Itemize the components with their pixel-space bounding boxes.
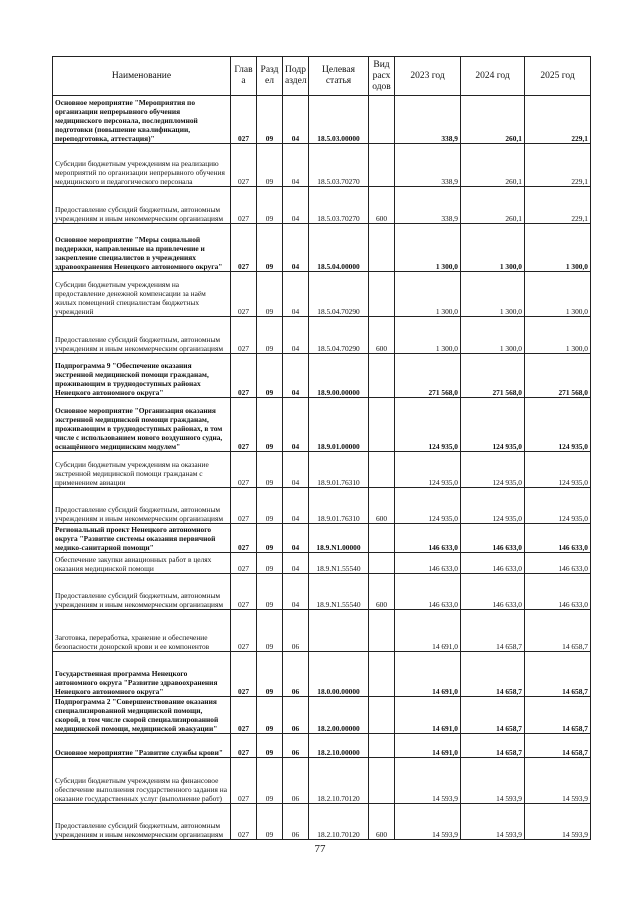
cell-name: Государственная программа Ненецкого автономного округа "Развитие здравоохранения Ненецкого автономного округа" bbox=[53, 652, 231, 697]
cell-expense-type bbox=[369, 610, 395, 652]
cell-chapter: 027 bbox=[231, 553, 257, 574]
cell-2025: 229,1 bbox=[525, 187, 591, 224]
cell-2024: 260,1 bbox=[461, 96, 525, 144]
cell-2024: 271 568,0 bbox=[461, 354, 525, 398]
cell-2025: 1 300,0 bbox=[525, 272, 591, 317]
cell-target-item bbox=[309, 610, 369, 652]
cell-target-item: 18.5.03.70270 bbox=[309, 144, 369, 187]
cell-subsection: 04 bbox=[283, 317, 309, 354]
cell-section: 09 bbox=[257, 758, 283, 804]
cell-2023: 14 593,9 bbox=[395, 758, 461, 804]
cell-name: Основное мероприятие "Меры социальной поддержки, направленные на привлечение и закрепление специалистов в учреждениях здравоохранения Ненецкого автономного округа" bbox=[53, 224, 231, 272]
cell-2023: 1 300,0 bbox=[395, 224, 461, 272]
cell-subsection: 06 bbox=[283, 697, 309, 734]
header-name: Наименование bbox=[53, 57, 231, 96]
table-row bbox=[53, 553, 591, 574]
cell-expense-type: 600 bbox=[369, 574, 395, 610]
cell-2023: 14 691,0 bbox=[395, 697, 461, 734]
cell-2024: 1 300,0 bbox=[461, 224, 525, 272]
cell-subsection: 04 bbox=[283, 553, 309, 574]
cell-subsection: 04 bbox=[283, 354, 309, 398]
cell-name: Предоставление субсидий бюджетным, автономным учреждениям и иным некоммерческим организациям bbox=[53, 317, 231, 354]
cell-subsection: 04 bbox=[283, 187, 309, 224]
cell-2025: 229,1 bbox=[525, 96, 591, 144]
cell-section: 09 bbox=[257, 734, 283, 758]
cell-subsection: 04 bbox=[283, 398, 309, 452]
header-expense-type: Вид расх одов bbox=[369, 57, 395, 96]
cell-2024: 14 658,7 bbox=[461, 652, 525, 697]
cell-section: 09 bbox=[257, 144, 283, 187]
cell-expense-type bbox=[369, 398, 395, 452]
cell-2024: 260,1 bbox=[461, 187, 525, 224]
cell-name: Основное мероприятие "Организация оказания экстренной медицинской помощи гражданам, проживающим в труднодоступных районах, в том числе с использованием нового воздушного судна, оснащённого медицинским модулем" bbox=[53, 398, 231, 452]
cell-chapter: 027 bbox=[231, 354, 257, 398]
cell-subsection: 06 bbox=[283, 610, 309, 652]
cell-name: Предоставление субсидий бюджетным, автономным учреждениям и иным некоммерческим организациям bbox=[53, 804, 231, 840]
cell-section: 09 bbox=[257, 488, 283, 524]
table-row bbox=[53, 452, 591, 488]
cell-target-item: 18.2.10.70120 bbox=[309, 758, 369, 804]
cell-target-item: 18.5.04.00000 bbox=[309, 224, 369, 272]
cell-2024: 14 658,7 bbox=[461, 610, 525, 652]
cell-name: Обеспечение закупки авиационных работ в целях оказания медицинской помощи bbox=[53, 553, 231, 574]
cell-name: Основное мероприятие "Развитие службы крови" bbox=[53, 734, 231, 758]
cell-subsection: 06 bbox=[283, 652, 309, 697]
cell-2023: 146 633,0 bbox=[395, 524, 461, 553]
cell-name: Основное мероприятие "Мероприятия по организации непрерывного обучения медицинского персонала, последипломной подготовки (повышение квалификации, переподготовка, аттестация)" bbox=[53, 96, 231, 144]
cell-expense-type bbox=[369, 758, 395, 804]
header-2024: 2024 год bbox=[461, 57, 525, 96]
cell-chapter: 027 bbox=[231, 144, 257, 187]
cell-2024: 14 658,7 bbox=[461, 734, 525, 758]
table-row bbox=[53, 652, 591, 697]
cell-2025: 14 593,9 bbox=[525, 758, 591, 804]
cell-target-item: 18.2.00.00000 bbox=[309, 697, 369, 734]
cell-2025: 124 935,0 bbox=[525, 488, 591, 524]
cell-2023: 124 935,0 bbox=[395, 398, 461, 452]
cell-expense-type bbox=[369, 734, 395, 758]
cell-2024: 1 300,0 bbox=[461, 272, 525, 317]
cell-chapter: 027 bbox=[231, 610, 257, 652]
cell-expense-type bbox=[369, 144, 395, 187]
cell-section: 09 bbox=[257, 524, 283, 553]
header-row bbox=[53, 57, 591, 96]
cell-expense-type: 600 bbox=[369, 187, 395, 224]
cell-target-item: 18.9.00.00000 bbox=[309, 354, 369, 398]
cell-2025: 14 658,7 bbox=[525, 652, 591, 697]
cell-target-item: 18.2.10.00000 bbox=[309, 734, 369, 758]
cell-2023: 146 633,0 bbox=[395, 553, 461, 574]
cell-section: 09 bbox=[257, 96, 283, 144]
cell-expense-type bbox=[369, 652, 395, 697]
cell-section: 09 bbox=[257, 652, 283, 697]
cell-subsection: 04 bbox=[283, 488, 309, 524]
header-2025: 2025 год bbox=[525, 57, 591, 96]
table-row bbox=[53, 804, 591, 840]
cell-subsection: 04 bbox=[283, 574, 309, 610]
cell-2023: 14 691,0 bbox=[395, 652, 461, 697]
cell-expense-type bbox=[369, 354, 395, 398]
table-row bbox=[53, 488, 591, 524]
cell-subsection: 04 bbox=[283, 144, 309, 187]
cell-target-item: 18.5.03.00000 bbox=[309, 96, 369, 144]
cell-chapter: 027 bbox=[231, 224, 257, 272]
cell-2025: 14 593,9 bbox=[525, 804, 591, 840]
cell-expense-type bbox=[369, 697, 395, 734]
cell-target-item: 18.5.04.70290 bbox=[309, 317, 369, 354]
cell-target-item: 18.9.N1.55540 bbox=[309, 553, 369, 574]
cell-name: Субсидии бюджетным учреждениям на реализацию мероприятий по организации непрерывного обучения медицинского и педагогического персонала bbox=[53, 144, 231, 187]
cell-2024: 14 658,7 bbox=[461, 697, 525, 734]
cell-2025: 1 300,0 bbox=[525, 224, 591, 272]
cell-name: Субсидии бюджетным учреждениям на предоставление денежной компенсации за наём жилых помещений специалистам бюджетных учреждений bbox=[53, 272, 231, 317]
cell-section: 09 bbox=[257, 354, 283, 398]
cell-name: Заготовка, переработка, хранение и обеспечение безопасности донорской крови и ее компонентов bbox=[53, 610, 231, 652]
page-number: 77 bbox=[314, 843, 326, 855]
header-section: Разд ел bbox=[257, 57, 283, 96]
cell-chapter: 027 bbox=[231, 652, 257, 697]
cell-target-item: 18.9.01.76310 bbox=[309, 452, 369, 488]
cell-expense-type bbox=[369, 452, 395, 488]
cell-subsection: 04 bbox=[283, 452, 309, 488]
cell-subsection: 04 bbox=[283, 524, 309, 553]
cell-2025: 229,1 bbox=[525, 144, 591, 187]
cell-expense-type bbox=[369, 96, 395, 144]
cell-2025: 146 633,0 bbox=[525, 574, 591, 610]
cell-chapter: 027 bbox=[231, 488, 257, 524]
table-row bbox=[53, 272, 591, 317]
cell-section: 09 bbox=[257, 452, 283, 488]
cell-chapter: 027 bbox=[231, 96, 257, 144]
table-row bbox=[53, 758, 591, 804]
cell-target-item: 18.5.04.70290 bbox=[309, 272, 369, 317]
cell-2024: 260,1 bbox=[461, 144, 525, 187]
table-row bbox=[53, 574, 591, 610]
cell-name: Предоставление субсидий бюджетным, автономным учреждениям и иным некоммерческим организациям bbox=[53, 187, 231, 224]
cell-section: 09 bbox=[257, 804, 283, 840]
cell-2023: 271 568,0 bbox=[395, 354, 461, 398]
cell-2024: 124 935,0 bbox=[461, 488, 525, 524]
cell-chapter: 027 bbox=[231, 524, 257, 553]
cell-subsection: 04 bbox=[283, 96, 309, 144]
cell-2023: 338,9 bbox=[395, 144, 461, 187]
table-row bbox=[53, 610, 591, 652]
cell-target-item: 18.2.10.70120 bbox=[309, 804, 369, 840]
cell-expense-type bbox=[369, 553, 395, 574]
cell-target-item: 18.0.00.00000 bbox=[309, 652, 369, 697]
table-row bbox=[53, 524, 591, 553]
cell-subsection: 04 bbox=[283, 224, 309, 272]
cell-2024: 146 633,0 bbox=[461, 574, 525, 610]
table-row bbox=[53, 734, 591, 758]
table-row bbox=[53, 187, 591, 224]
cell-2025: 14 658,7 bbox=[525, 610, 591, 652]
cell-subsection: 06 bbox=[283, 758, 309, 804]
cell-chapter: 027 bbox=[231, 272, 257, 317]
header-2023: 2023 год bbox=[395, 57, 461, 96]
cell-chapter: 027 bbox=[231, 758, 257, 804]
header-subsection: Подр аздел bbox=[283, 57, 309, 96]
cell-name: Региональный проект Ненецкого автономного округа "Развитие системы оказания первичной медико-санитарной помощи" bbox=[53, 524, 231, 553]
cell-chapter: 027 bbox=[231, 317, 257, 354]
cell-chapter: 027 bbox=[231, 804, 257, 840]
cell-expense-type: 600 bbox=[369, 488, 395, 524]
cell-2023: 14 691,0 bbox=[395, 610, 461, 652]
cell-2023: 14 593,9 bbox=[395, 804, 461, 840]
cell-expense-type bbox=[369, 224, 395, 272]
table-row bbox=[53, 398, 591, 452]
cell-target-item: 18.9.01.00000 bbox=[309, 398, 369, 452]
cell-chapter: 027 bbox=[231, 187, 257, 224]
table-body bbox=[53, 96, 591, 840]
cell-2025: 146 633,0 bbox=[525, 553, 591, 574]
cell-target-item: 18.5.03.70270 bbox=[309, 187, 369, 224]
cell-2023: 338,9 bbox=[395, 187, 461, 224]
cell-2025: 271 568,0 bbox=[525, 354, 591, 398]
cell-expense-type bbox=[369, 272, 395, 317]
cell-expense-type bbox=[369, 524, 395, 553]
cell-2025: 1 300,0 bbox=[525, 317, 591, 354]
cell-name: Субсидии бюджетным учреждениям на оказание экстренной медицинской помощи гражданам с применением авиации bbox=[53, 452, 231, 488]
budget-table bbox=[52, 56, 591, 840]
cell-2025: 146 633,0 bbox=[525, 524, 591, 553]
table-row bbox=[53, 317, 591, 354]
cell-target-item: 18.9.01.76310 bbox=[309, 488, 369, 524]
cell-section: 09 bbox=[257, 272, 283, 317]
cell-section: 09 bbox=[257, 317, 283, 354]
cell-target-item: 18.9.N1.55540 bbox=[309, 574, 369, 610]
cell-section: 09 bbox=[257, 187, 283, 224]
cell-chapter: 027 bbox=[231, 734, 257, 758]
cell-section: 09 bbox=[257, 610, 283, 652]
cell-2024: 14 593,9 bbox=[461, 758, 525, 804]
cell-2023: 124 935,0 bbox=[395, 488, 461, 524]
cell-2024: 146 633,0 bbox=[461, 553, 525, 574]
header-chapter: Глав а bbox=[231, 57, 257, 96]
cell-subsection: 06 bbox=[283, 734, 309, 758]
cell-2024: 124 935,0 bbox=[461, 398, 525, 452]
table-row bbox=[53, 96, 591, 144]
cell-2024: 1 300,0 bbox=[461, 317, 525, 354]
cell-2023: 146 633,0 bbox=[395, 574, 461, 610]
cell-expense-type: 600 bbox=[369, 317, 395, 354]
cell-2024: 124 935,0 bbox=[461, 452, 525, 488]
cell-name: Предоставление субсидий бюджетным, автономным учреждениям и иным некоммерческим организациям bbox=[53, 574, 231, 610]
cell-chapter: 027 bbox=[231, 452, 257, 488]
table-row bbox=[53, 354, 591, 398]
cell-subsection: 04 bbox=[283, 272, 309, 317]
cell-2023: 1 300,0 bbox=[395, 317, 461, 354]
cell-2025: 14 658,7 bbox=[525, 697, 591, 734]
table-row bbox=[53, 144, 591, 187]
cell-2025: 124 935,0 bbox=[525, 452, 591, 488]
cell-target-item: 18.9.N1.00000 bbox=[309, 524, 369, 553]
cell-name: Подпрограмма 2 "Совершенствование оказания специализированной медицинской помощи, скорой, в том числе скорой специализированной медицинской помощи, медицинской эвакуации" bbox=[53, 697, 231, 734]
cell-2025: 14 658,7 bbox=[525, 734, 591, 758]
header-target-item: Целевая статья bbox=[309, 57, 369, 96]
cell-name: Предоставление субсидий бюджетным, автономным учреждениям и иным некоммерческим организациям bbox=[53, 488, 231, 524]
cell-expense-type: 600 bbox=[369, 804, 395, 840]
cell-section: 09 bbox=[257, 224, 283, 272]
cell-2025: 124 935,0 bbox=[525, 398, 591, 452]
cell-2024: 146 633,0 bbox=[461, 524, 525, 553]
cell-chapter: 027 bbox=[231, 697, 257, 734]
cell-section: 09 bbox=[257, 553, 283, 574]
cell-2024: 14 593,9 bbox=[461, 804, 525, 840]
cell-2023: 14 691,0 bbox=[395, 734, 461, 758]
cell-subsection: 06 bbox=[283, 804, 309, 840]
table-row bbox=[53, 224, 591, 272]
cell-2023: 338,9 bbox=[395, 96, 461, 144]
cell-name: Субсидии бюджетным учреждениям на финансовое обеспечение выполнения государственного задания на оказание государственных услуг (выполнение работ) bbox=[53, 758, 231, 804]
cell-chapter: 027 bbox=[231, 574, 257, 610]
cell-section: 09 bbox=[257, 398, 283, 452]
cell-section: 09 bbox=[257, 697, 283, 734]
cell-chapter: 027 bbox=[231, 398, 257, 452]
cell-name: Подпрограмма 9 "Обеспечение оказания экстренной медицинской помощи гражданам, проживающим в труднодоступных районах Ненецкого автономного округа" bbox=[53, 354, 231, 398]
cell-section: 09 bbox=[257, 574, 283, 610]
cell-2023: 124 935,0 bbox=[395, 452, 461, 488]
cell-2023: 1 300,0 bbox=[395, 272, 461, 317]
table-row bbox=[53, 697, 591, 734]
